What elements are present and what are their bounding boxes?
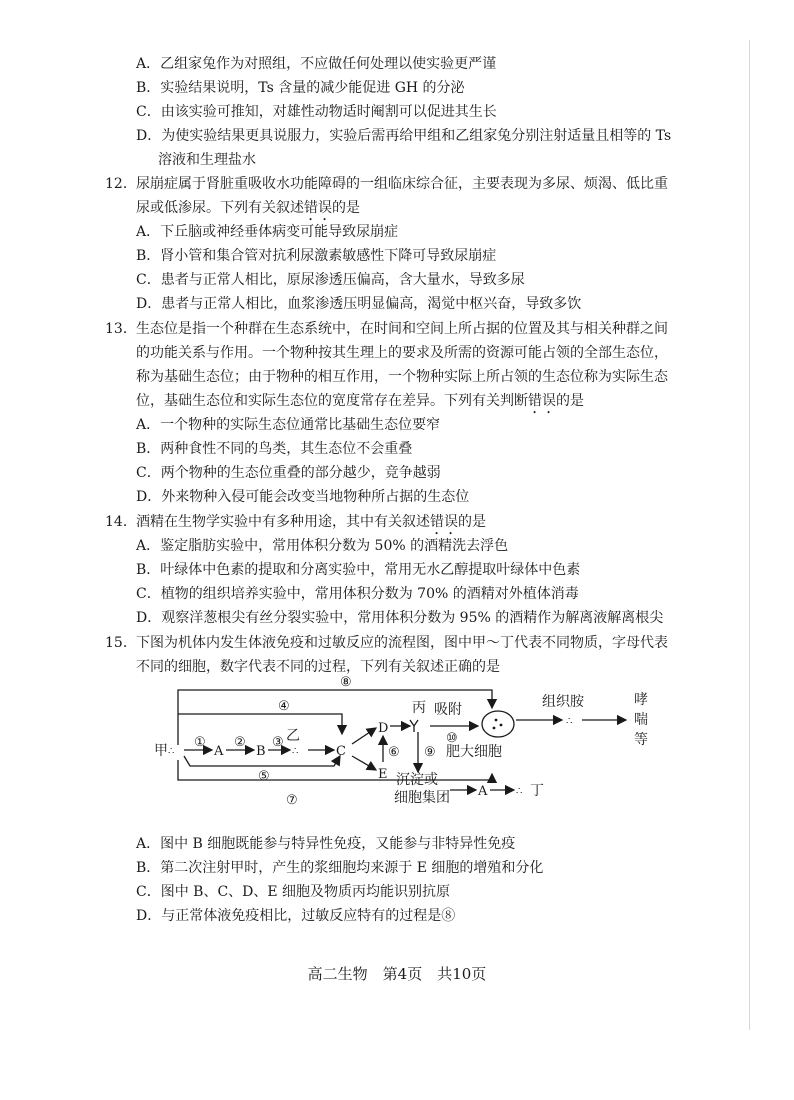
emphasis-word: 错误 (430, 514, 458, 530)
dots-after-a: ∴ (516, 786, 523, 797)
q15-option-b: B．第二次注射甲时，产生的浆细胞均来源于 E 细胞的增殖和分化 (136, 860, 544, 876)
dots-jia: ∴ (168, 746, 175, 757)
step-3: ③ (272, 735, 284, 750)
q15-number: 15． (105, 635, 137, 651)
label-c: C (336, 744, 346, 759)
step-7: ⑦ (286, 793, 298, 808)
label-mast-cell: 肥大细胞 (446, 744, 502, 760)
q13-stem-line1: 生态位是指一个种群在生态系统中，在时间和空间上所占据的位置及其与相关种群之间 (136, 321, 668, 337)
mast-cell-shape (482, 711, 514, 737)
label-histamine: 组织胺 (542, 694, 584, 710)
q12-option-b: B．肾小管和集合管对抗利尿激素敏感性下降可导致尿崩症 (136, 248, 497, 264)
q14-option-b: B．叶绿体中色素的提取和分离实验中，常用无水乙醇提取叶绿体中色素 (136, 562, 581, 578)
q13-stem-line3: 称为基础生态位；由于物种的相互作用，一个物种实际上所占领的生态位称为实际生态 (136, 369, 668, 385)
q11-option-d-line2: 溶液和生理盐水 (158, 152, 256, 168)
q11-option-c: C．由该实验可推知，对雄性动物适时阉割可以促进其生长 (136, 104, 497, 120)
label-a1: A (214, 744, 224, 759)
q15-option-a: A．图中 B 细胞既能参与特异性免疫，又能参与非特异性免疫 (136, 836, 516, 852)
q11-option-b: B．实验结果说明，Ts 含量的减少能促进 GH 的分泌 (136, 80, 465, 96)
q12-stem-line1: 尿崩症属于肾脏重吸收水功能障碍的一组临床综合征，主要表现为多尿、烦渴、低比重 (136, 176, 668, 192)
page-footer: 高二生物 第4页 共10页 (307, 965, 487, 983)
label-d: D (378, 721, 389, 736)
q12-option-a: A．下丘脑或神经垂体病变可能导致尿崩症 (136, 224, 399, 240)
step-10: ⑩ (446, 731, 458, 746)
q13-number: 13． (105, 321, 137, 337)
arrow-c-e (352, 756, 376, 770)
q11-option-a: A．乙组家兔作为对照组，不应做任何处理以使实验更严谨 (136, 56, 497, 72)
q13-option-d: D．外来物种入侵可能会改变当地物种所占据的生态位 (136, 489, 470, 505)
q12-option-d: D．患者与正常人相比，血浆渗透压明显偏高，渴觉中枢兴奋，导致多饮 (136, 296, 582, 312)
emphasis-word: 错误 (528, 393, 556, 409)
arrow-c-d (352, 728, 376, 744)
q12-option-c: C．患者与正常人相比，原尿渗透压偏高，含大量水，导致多尿 (136, 272, 525, 288)
q14-option-a: A．鉴定脂肪实验中，常用体积分数为 50% 的酒精洗去浮色 (136, 538, 509, 554)
label-asthma-2: 喘 (634, 712, 648, 728)
label-asthma-3: 等 (634, 732, 648, 748)
step-5: ⑤ (258, 769, 270, 784)
label-a2: A (478, 784, 488, 799)
q14-option-d: D．观察洋葱根尖有丝分裂实验中，常用体积分数为 95% 的酒精作为解离液解离根尖 (136, 610, 664, 626)
label-asthma-1: 哮 (634, 692, 648, 708)
q12-number: 12． (105, 176, 137, 192)
step-8: ⑧ (340, 675, 352, 690)
dots-yi: ∴ (292, 746, 299, 757)
q13-option-b: B．两种食性不同的鸟类，其生态位不会重叠 (136, 441, 413, 457)
q14-option-c: C．植物的组织培养实验中，常用体积分数为 70% 的酒精对外植体消毒 (136, 586, 579, 602)
q12-stem-line2: 尿或低渗尿。下列有关叙述错误的是 (136, 200, 360, 216)
step-9: ⑨ (424, 745, 436, 760)
q11-option-d-line1: D．为使实验结果更具说服力，实验后需再给甲组和乙组家兔分别注射适量且相等的 Ts (136, 128, 672, 144)
arrow-path-7 (178, 760, 492, 780)
q15-option-d: D．与正常体液免疫相比，过敏反应特有的过程是⑧ (136, 908, 456, 924)
q15-option-c: C．图中 B、C、D、E 细胞及物质丙均能识别抗原 (136, 884, 451, 900)
step-6: ⑥ (388, 745, 400, 760)
step-1: ① (194, 735, 206, 750)
label-jia: 甲 (154, 743, 168, 759)
label-adsorb: 吸附 (434, 702, 462, 718)
q14-stem: 酒精在生物学实验中有多种用途，其中有关叙述错误的是 (136, 514, 486, 530)
q13-stem-line2: 的功能关系与作用。一个物种按其生理上的要求及所需的资源可能占领的全部生态位， (136, 345, 668, 361)
label-yi: 乙 (286, 728, 300, 744)
label-precip-1: 沉淀或 (396, 772, 438, 788)
label-bing: 丙 (412, 700, 426, 716)
label-precip-2: 细胞集团 (394, 790, 450, 806)
q15-stem-line1: 下图为机体内发生体液免疫和过敏反应的流程图，图中甲～丁代表不同物质，字母代表 (136, 635, 668, 651)
q15-stem-line2: 不同的细胞，数字代表不同的过程，下列有关叙述正确的是 (136, 659, 500, 675)
q13-stem-line4: 位，基础生态位和实际生态位的宽度常存在差异。下列有关判断错误的是 (136, 393, 584, 409)
label-ding: 丁 (530, 783, 544, 799)
q13-option-c: C．两个物种的生态位重叠的部分越少，竞争越弱 (136, 465, 441, 481)
page-edge (749, 40, 750, 1030)
label-e: E (378, 767, 388, 782)
emphasis-word: 错误 (304, 200, 332, 216)
antibody-y-shape (410, 720, 418, 732)
immune-flow-diagram (140, 670, 660, 810)
label-b: B (256, 744, 266, 759)
q13-option-a: A．一个物种的实际生态位通常比基础生态位要窄 (136, 417, 441, 433)
arrow-path-4 (178, 714, 342, 734)
step-2: ② (234, 735, 246, 750)
dots-histamine: ∴ (566, 716, 573, 727)
q14-number: 14． (105, 514, 137, 530)
step-4: ④ (278, 699, 290, 714)
